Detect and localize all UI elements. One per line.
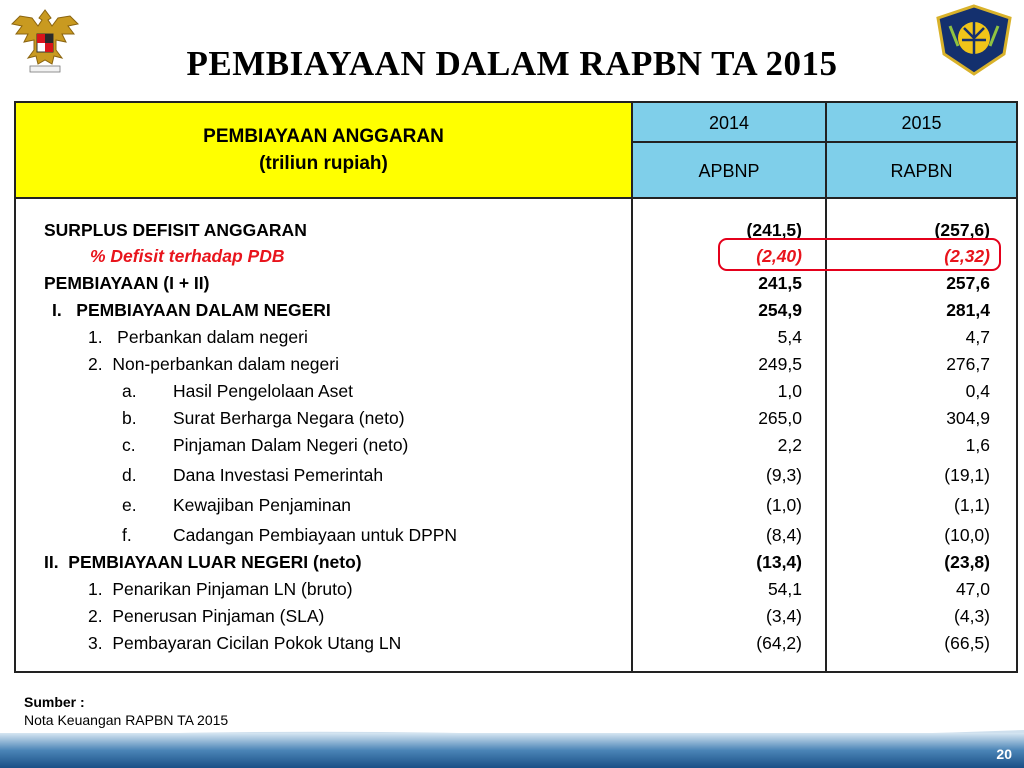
- table-row: II. PEMBIAYAAN LUAR NEGERI (neto) (13,4) (23,8): [44, 552, 990, 572]
- table-row: SURPLUS DEFISIT ANGGARAN (241,5) (257,6): [44, 220, 990, 240]
- table-row: PEMBIAYAAN (I + II) 241,5 257,6: [44, 273, 990, 293]
- table-row: c. Pinjaman Dalam Negeri (neto) 2,2 1,6: [122, 435, 990, 455]
- table-row: f. Cadangan Pembiayaan untuk DPPN (8,4) (10,0): [122, 525, 990, 545]
- header-year-2014: 2014: [633, 103, 827, 143]
- table-row: 1. Penarikan Pinjaman LN (bruto) 54,1 47,0: [88, 579, 990, 599]
- header-type-2015: RAPBN: [827, 143, 1016, 199]
- table-row: 1. Perbankan dalam negeri 5,4 4,7: [88, 327, 990, 347]
- page-number: 20: [996, 746, 1012, 762]
- table-row: I. PEMBIAYAAN DALAM NEGERI 254,9 281,4: [52, 300, 990, 320]
- footer-band: [0, 733, 1024, 768]
- header-label-cell: [16, 103, 633, 199]
- table-row: e. Kewajiban Penjaminan (1,0) (1,1): [122, 495, 990, 515]
- table-row: b. Surat Berharga Negara (neto) 265,0 304,9: [122, 408, 990, 428]
- source-text: Nota Keuangan RAPBN TA 2015: [24, 712, 229, 728]
- table-row: d. Dana Investasi Pemerintah (9,3) (19,1): [122, 465, 990, 485]
- header-year-2015: 2015: [827, 103, 1016, 143]
- deficit-highlight-box: [718, 238, 1001, 271]
- source-label: Sumber :: [24, 694, 85, 710]
- table-row: 2. Non-perbankan dalam negeri 249,5 276,7: [88, 354, 990, 374]
- table-row: % Defisit terhadap PDB (2,40) (2,32): [90, 246, 990, 266]
- table-row: a. Hasil Pengelolaan Aset 1,0 0,4: [122, 381, 990, 401]
- header-type-2014: APBNP: [633, 143, 827, 199]
- financing-table: [14, 101, 1018, 673]
- table-row: 2. Penerusan Pinjaman (SLA) (3,4) (4,3): [88, 606, 990, 626]
- header-label-line1: PEMBIAYAAN ANGGARAN: [203, 126, 444, 147]
- header-label-line2: (triliun rupiah): [259, 153, 388, 174]
- page-title: PEMBIAYAAN DALAM RAPBN TA 2015: [186, 44, 838, 83]
- table-row: 3. Pembayaran Cicilan Pokok Utang LN (64,2) (66,5): [88, 633, 990, 653]
